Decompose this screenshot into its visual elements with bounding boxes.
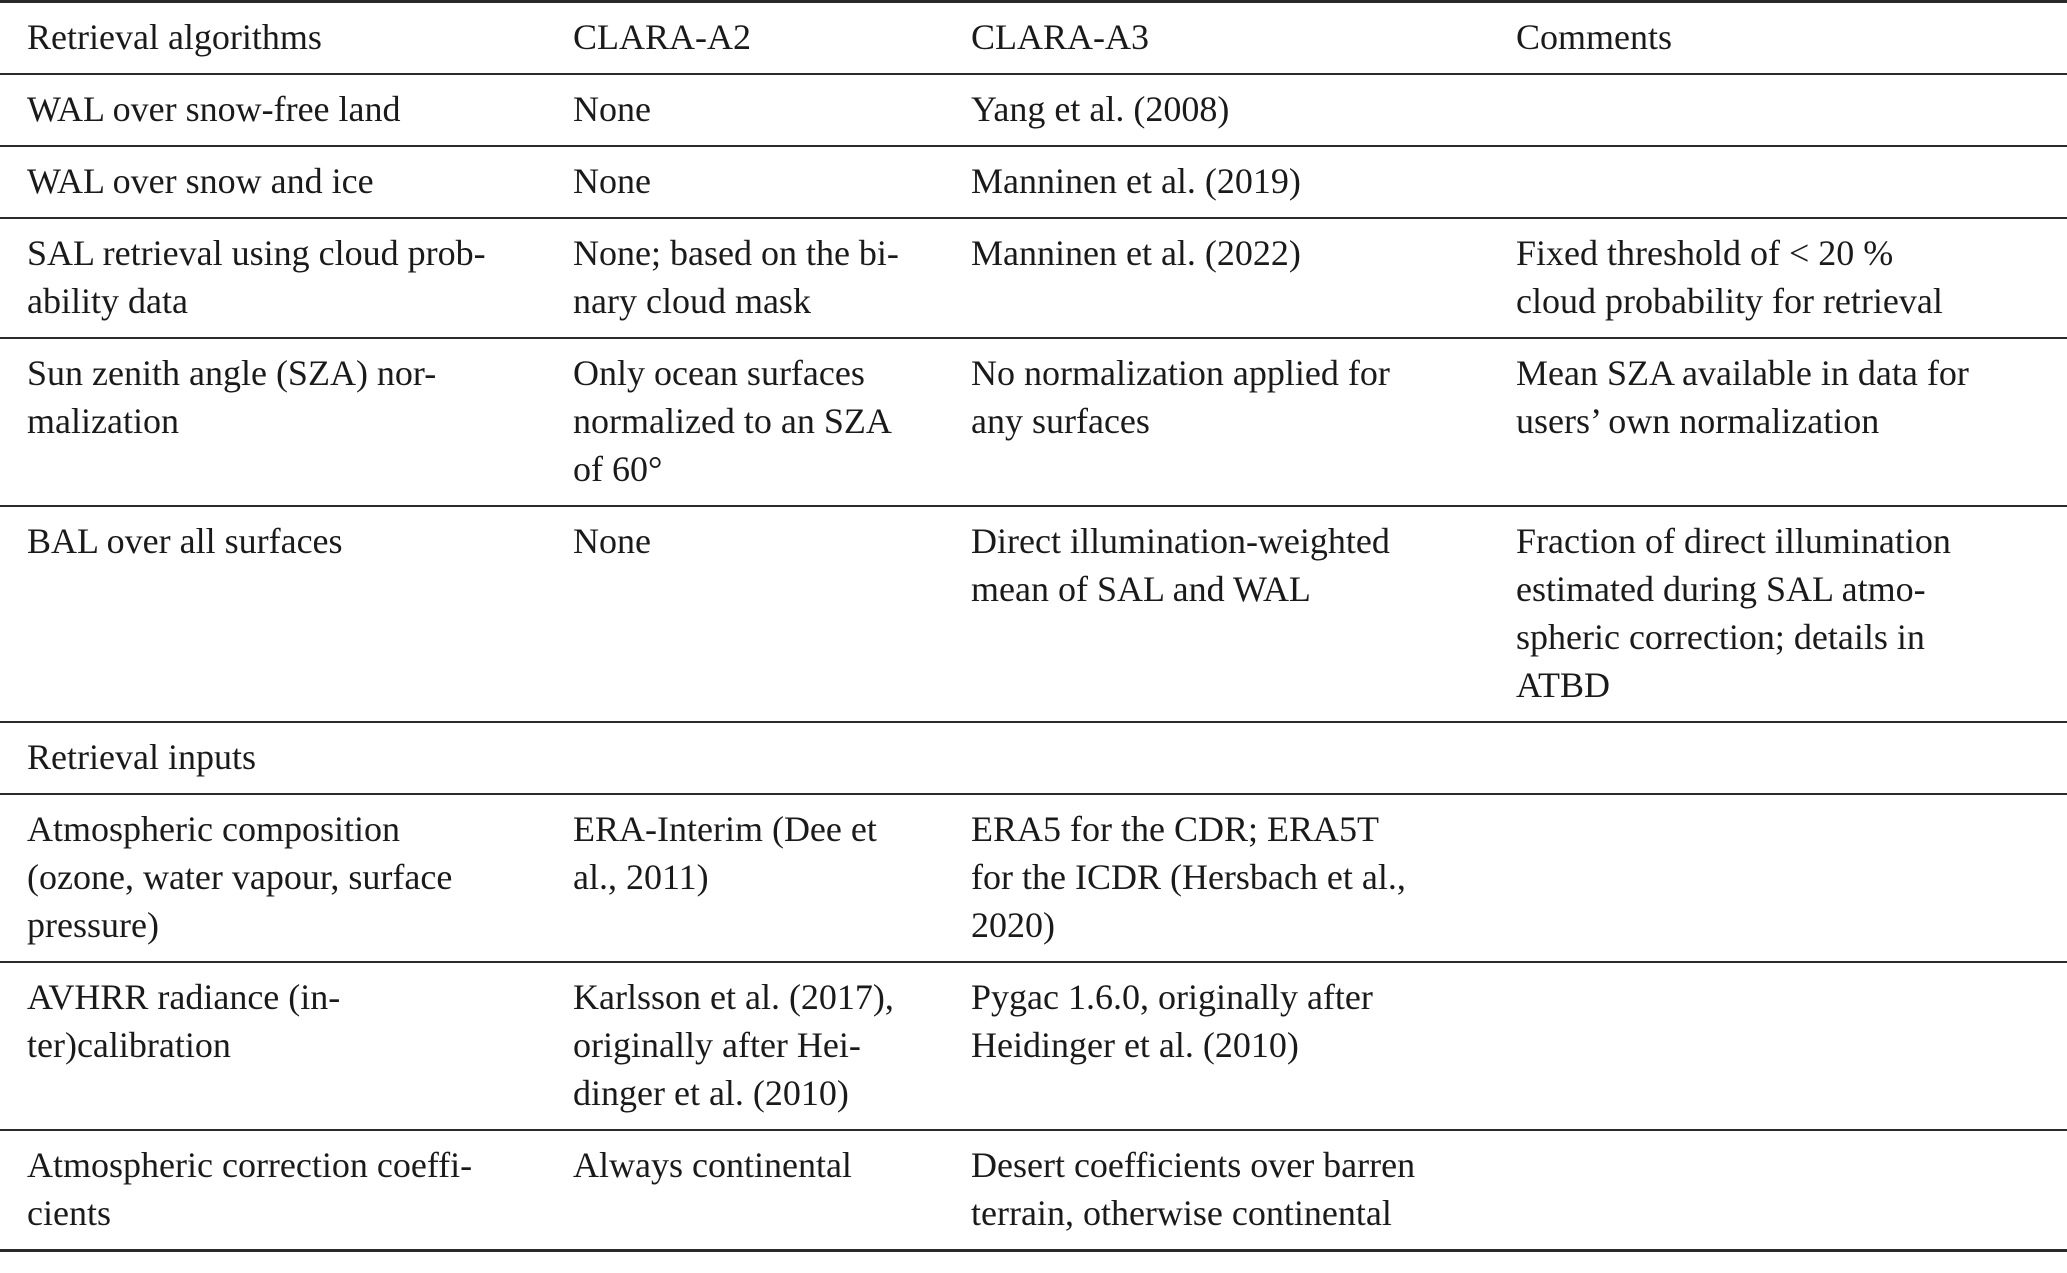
table-cell: Only ocean surfaces normalized to an SZA of 60°	[573, 353, 892, 489]
table-cell: None	[573, 161, 651, 201]
header-cell-retrieval-algorithms: Retrieval algorithms	[27, 17, 322, 57]
table-cell	[944, 722, 1489, 794]
table-row	[0, 146, 2067, 218]
table-cell	[1489, 794, 2067, 962]
table-cell: BAL over all surfaces	[27, 521, 343, 561]
table-row	[0, 338, 2067, 506]
table-cell: ERA5 for the CDR; ERA5T for the ICDR (Hersbach et al., 2020)	[971, 809, 1406, 945]
table-cell: Atmospheric composition (ozone, water vapour, surface pressure)	[27, 809, 453, 945]
section-row-retrieval-inputs	[0, 722, 2067, 794]
table-cell: Fraction of direct illumination estimated during SAL atmo- spheric correction; details in ATBD	[1516, 521, 1951, 705]
table-cell	[1489, 722, 2067, 794]
table-cell: Karlsson et al. (2017), originally after Hei- dinger et al. (2010)	[573, 977, 894, 1113]
table-cell	[1489, 962, 2067, 1130]
header-cell-clara-a3: CLARA-A3	[971, 17, 1149, 57]
table-cell	[1489, 146, 2067, 218]
table-row	[0, 1130, 2067, 1251]
table-cell: Atmospheric correction coeffi- cients	[27, 1145, 473, 1233]
table-row	[0, 218, 2067, 338]
header-cell-comments: Comments	[1516, 17, 1673, 57]
table-cell	[1489, 1130, 2067, 1251]
table-cell: None; based on the bi- nary cloud mask	[573, 233, 899, 321]
table-cell: SAL retrieval using cloud prob- ability data	[27, 233, 486, 321]
table-row	[0, 506, 2067, 722]
table-cell: WAL over snow-free land	[27, 89, 401, 129]
table-cell: ERA-Interim (Dee et al., 2011)	[573, 809, 877, 897]
table-cell: Fixed threshold of < 20 % cloud probability for retrieval	[1516, 233, 1943, 321]
table-row	[0, 74, 2067, 146]
header-cell-clara-a2: CLARA-A2	[573, 17, 751, 57]
table-cell: Yang et al. (2008)	[971, 89, 1230, 129]
table-cell	[1489, 74, 2067, 146]
table-cell: WAL over snow and ice	[27, 161, 374, 201]
table-cell: AVHRR radiance (in- ter)calibration	[27, 977, 341, 1065]
table-row	[0, 962, 2067, 1130]
table-cell: Desert coefficients over barren terrain, otherwise continental	[971, 1145, 1416, 1233]
section-heading: Retrieval inputs	[27, 737, 256, 777]
table-cell: Manninen et al. (2022)	[971, 233, 1301, 273]
table-cell: None	[573, 521, 651, 561]
table-cell: Manninen et al. (2019)	[971, 161, 1301, 201]
table-cell: Sun zenith angle (SZA) nor- malization	[27, 353, 437, 441]
table-cell: Mean SZA available in data for users’ own normalization	[1516, 353, 1969, 441]
table-row	[0, 794, 2067, 962]
table-cell: Pygac 1.6.0, originally after Heidinger et al. (2010)	[971, 977, 1373, 1065]
table-cell: Direct illumination-weighted mean of SAL and WAL	[971, 521, 1390, 609]
table-cell: None	[573, 89, 651, 129]
table-cell: Always continental	[573, 1145, 852, 1185]
table-cell: No normalization applied for any surfaces	[971, 353, 1390, 441]
table-header-row	[0, 2, 2067, 75]
table-cell	[546, 722, 944, 794]
